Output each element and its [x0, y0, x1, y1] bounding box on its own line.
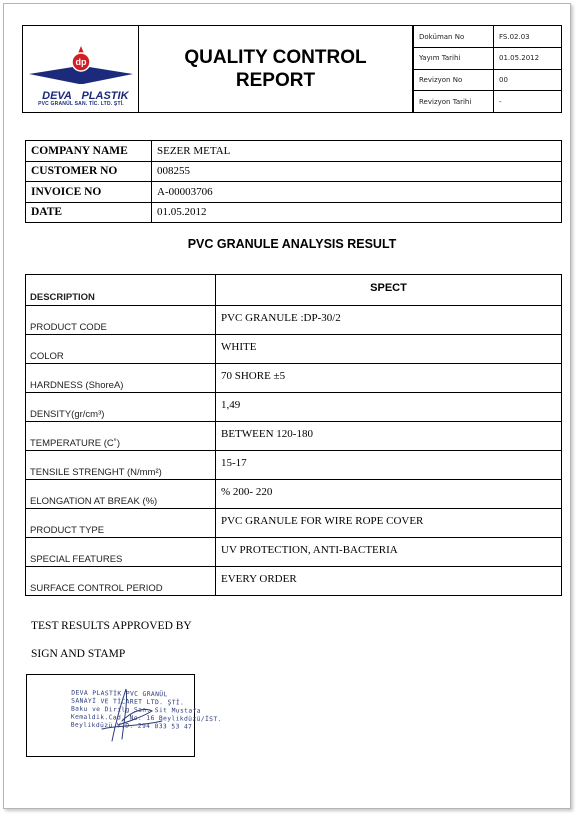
- info-row: [26, 141, 562, 162]
- info-label: DATE: [26, 202, 152, 223]
- logo-subtitle: PVC GRANÜL SAN. TİC. LTD. ŞTİ.: [38, 101, 124, 107]
- row-description: SPECIAL FEATURES: [26, 538, 216, 567]
- signature-stamp-box: [26, 674, 222, 757]
- row-value: 1,49: [216, 393, 562, 422]
- report-title-line2: REPORT: [235, 70, 316, 91]
- table-row: [26, 393, 562, 422]
- info-row: [26, 182, 562, 203]
- info-value: SEZER METAL: [152, 141, 562, 162]
- table-row: [26, 480, 562, 509]
- sign-and-stamp-label: SIGN AND STAMP: [31, 648, 126, 660]
- table-row: [26, 335, 562, 364]
- row-description: TEMPERATURE (C˚): [26, 422, 216, 451]
- report-title-cell: [139, 26, 413, 112]
- row-value: PVC GRANULE :DP-30/2: [216, 306, 562, 335]
- document-page: [3, 3, 571, 809]
- row-value: % 200- 220: [216, 480, 562, 509]
- meta-row: [414, 48, 562, 70]
- row-description: SURFACE CONTROL PERIOD: [26, 567, 216, 596]
- meta-row: [414, 91, 562, 113]
- approval-statement: TEST RESULTS APPROVED BY: [31, 620, 192, 632]
- analysis-header-row: [26, 275, 562, 306]
- report-title: [176, 46, 376, 92]
- meta-value: 01.05.2012: [494, 48, 562, 70]
- table-row: [26, 451, 562, 480]
- row-description: HARDNESS (ShoreA): [26, 364, 216, 393]
- row-description: ELONGATION AT BREAK (%): [26, 480, 216, 509]
- stamp-line: Kemaldik.Cad. No: 16 Beylikdüzü/İST.: [70, 713, 222, 724]
- row-value: EVERY ORDER: [216, 567, 562, 596]
- meta-row: [414, 26, 562, 48]
- logo-brand-left: DEVA: [42, 90, 72, 102]
- company-logo: [23, 26, 139, 112]
- row-description: DENSITY(gr/cm³): [26, 393, 216, 422]
- meta-label: Yayım Tarihi: [414, 48, 494, 70]
- info-value: A-00003706: [152, 182, 562, 203]
- logo-brand-right: PLASTIK: [81, 90, 129, 102]
- info-label: COMPANY NAME: [26, 141, 152, 162]
- deva-plastik-logo-icon: [27, 44, 135, 102]
- info-row: [26, 202, 562, 223]
- stamp-line: Baku ve Dirilg San. Sit Mustafa: [70, 705, 201, 715]
- row-value: BETWEEN 120-180: [216, 422, 562, 451]
- meta-value: 00: [494, 69, 562, 91]
- stamp-line: SANAYİ VE TİCARET LTD. ŞTİ.: [71, 697, 185, 707]
- row-description: PRODUCT TYPE: [26, 509, 216, 538]
- info-value: 01.05.2012: [152, 202, 562, 223]
- meta-label: Revizyon No: [414, 69, 494, 91]
- row-value: 70 SHORE ±5: [216, 364, 562, 393]
- handwritten-signature-icon: [82, 681, 172, 751]
- row-description: TENSILE STRENGHT (N/mm²): [26, 451, 216, 480]
- info-row: [26, 161, 562, 182]
- logo-monogram: dp: [75, 57, 87, 67]
- row-value: 15-17: [216, 451, 562, 480]
- info-value: 008255: [152, 161, 562, 182]
- table-row: [26, 509, 562, 538]
- column-header-description: DESCRIPTION: [26, 275, 216, 306]
- meta-row: [414, 69, 562, 91]
- meta-label: Doküman No: [414, 26, 494, 48]
- table-row: [26, 306, 562, 335]
- meta-value: FS.02.03: [494, 26, 562, 48]
- analysis-table: [25, 274, 562, 596]
- meta-value: -: [494, 91, 562, 113]
- report-title-line1: QUALITY CONTROL: [184, 47, 367, 68]
- column-header-spect: SPECT: [216, 275, 562, 306]
- document-meta-table: [413, 26, 561, 112]
- row-description: COLOR: [26, 335, 216, 364]
- report-header: [22, 25, 562, 113]
- table-row: [26, 422, 562, 451]
- info-label: CUSTOMER NO: [26, 161, 152, 182]
- row-description: PRODUCT CODE: [26, 306, 216, 335]
- table-row: [26, 364, 562, 393]
- row-value: PVC GRANULE FOR WIRE ROPE COVER: [216, 509, 562, 538]
- customer-info-table: [25, 140, 562, 223]
- section-title: PVC GRANULE ANALYSIS RESULT: [187, 237, 397, 251]
- row-value: UV PROTECTION, ANTI-BACTERIA: [216, 538, 562, 567]
- table-row: [26, 567, 562, 596]
- row-value: WHITE: [216, 335, 562, 364]
- stamp-line: DEVA PLASTİK PVC GRANÜL: [71, 689, 168, 699]
- meta-label: Revizyon Tarihi: [414, 91, 494, 113]
- stamp-line: Beylikdüzü V.D. 294 033 53 47: [70, 721, 193, 731]
- table-row: [26, 538, 562, 567]
- info-label: INVOICE NO: [26, 182, 152, 203]
